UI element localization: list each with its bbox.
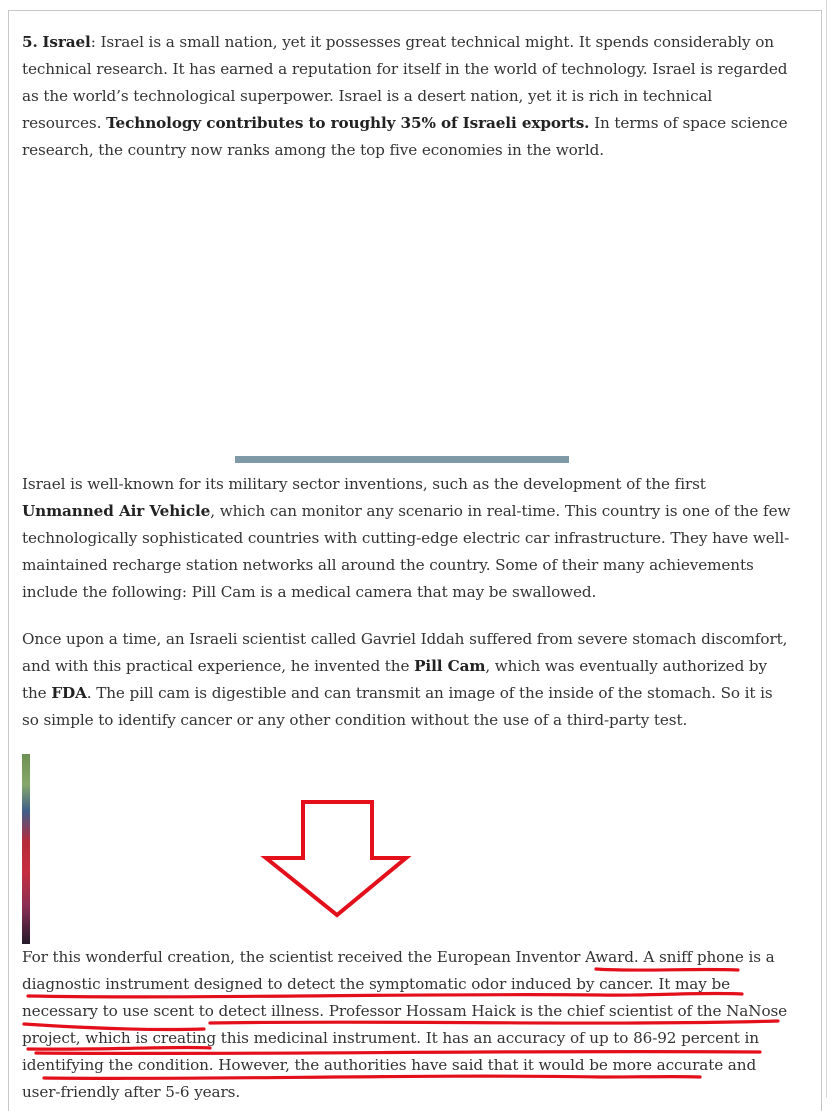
down-arrow-outline-icon [266, 802, 406, 915]
underline-stroke [36, 1052, 760, 1054]
exports-highlight: Technology contributes to roughly 35% of Israeli exports. [106, 114, 590, 132]
underline-stroke [28, 993, 742, 996]
intro-text-end: In terms of space science research, the country now ranks among the top five economies in the world. [22, 114, 788, 159]
unmanned-air-vehicle-highlight: Unmanned Air Vehicle [22, 502, 211, 520]
military-text: Israel is well-known for its military sector inventions, such as the development of the first [22, 475, 706, 493]
pill-cam-highlight: Pill Cam [414, 657, 486, 675]
military-text-end: , which can monitor any scenario in real-time. This country is one of the few technologically sophisticated countries with cutting-edge electric car infrastructure. They have well-maintained recharge station networks all around the country. Some of their many achievements include the following: Pill Cam is a medical camera that may be swallowed. [22, 502, 791, 601]
underline-stroke [210, 1021, 778, 1023]
pillcam-text: Once upon a time, an Israeli scientist called Gavriel Iddah suffered from severe stomach discomfort, and with this practical experience, he invented the [22, 630, 788, 675]
underline-stroke [28, 1047, 210, 1049]
fda-highlight: FDA [51, 684, 87, 702]
pillcam-text-3: . The pill cam is digestible and can transmit an image of the inside of the stomach. So it is so simple to identify cancer or any other condition without the use of a third-party test. [22, 684, 773, 729]
underline-stroke [24, 1024, 204, 1030]
section-number: 5. [22, 33, 38, 51]
section-heading-israel: Israel [42, 33, 91, 51]
underline-annotations [24, 969, 778, 1078]
underline-stroke [596, 969, 738, 970]
underline-stroke [44, 1076, 700, 1078]
intro-text: : Israel is a small nation, yet it possesses great technical might. It spends considerably on technical research. It has earned a reputation for itself in the world of technology. Israel is regarded as the world’s technological superpower. Israel is a desert nation, yet it is rich in technical resources. [22, 33, 788, 132]
pillcam-text-2: , which was eventually authorized by the [22, 657, 768, 702]
sniff-phone-text: For this wonderful creation, the scientist received the European Inventor Award. A sniff phone is a diagnostic instrument designed to detect the symptomatic odor induced by cancer. It may be necessary to use scent to detect illness. Professor Hossam Haick is the chief scientist of the NaNose project, which is creating this medicinal instrument. It has an accuracy of up to 86-92 percent in identifying the condition. However, the authorities have said that it would be more accurate and user-friendly after 5-6 years. [22, 948, 788, 1101]
